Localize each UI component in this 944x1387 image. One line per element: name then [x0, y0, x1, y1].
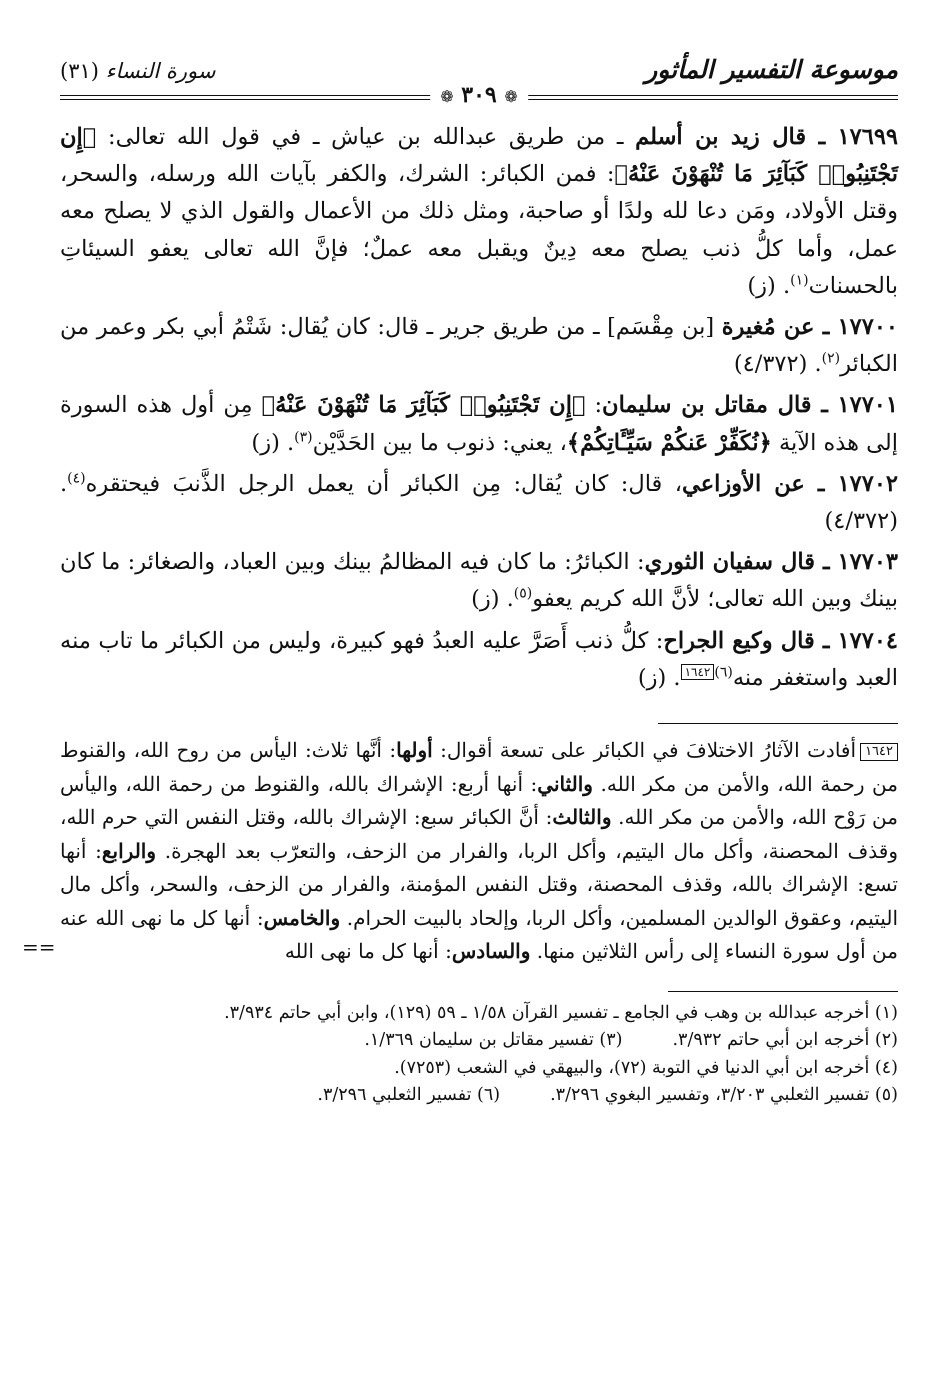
narrator-name: ١٧٧٠٢ ـ عن: [761, 470, 899, 497]
commentary-ref-box: ١٦٤٢: [681, 664, 715, 680]
narrator-name: أولها: [396, 738, 433, 763]
footnote-row: [60, 1055, 898, 1083]
footnote-item: (١) أخرجه عبدالله بن وهب في الجامع ـ تفسير القرآن ١/٥٨ ـ ٥٩ (١٢٩)، وابن أبي حاتم ٣/٩٣٤.: [224, 1002, 898, 1023]
narrator-name: زيد بن أسلم: [635, 124, 760, 150]
quran-verse: ﴿إِن تَجْتَنِبُوا۟ كَبَآئِرَ مَا تُنْهَوْنَ عَنْهُ﴾: [261, 392, 586, 419]
footnote-item: (٥) تفسير الثعلبي ٣/٢٠٣، وتفسير البغوي ٣/٢٩٦.: [550, 1085, 898, 1106]
commentary-note: [22, 734, 899, 969]
document-page: [22, 55, 899, 1110]
quran-verse: ﴿إِن تَجْتَنِبُوا۟ كَبَآئِرَ مَا تُنْهَوْنَ عَنْهُ﴾: [60, 124, 898, 188]
narration-entry: [60, 309, 898, 383]
footnote-item: (٣) تفسير مقاتل بن سليمان ١/٣٦٩.: [364, 1030, 623, 1051]
footnote-ref: (٤): [67, 470, 86, 487]
narrator-name: سفيان الثوري: [644, 549, 773, 576]
footnote-item: (٤) أخرجه ابن أبي الدنيا في التوبة (٧٢)، والبيهقي في الشعب (٧٢٥٣).: [394, 1057, 898, 1078]
narration-entry: [60, 119, 898, 305]
text-run: . (ز): [471, 586, 514, 613]
narrator-name: والسادس: [451, 939, 531, 964]
footnote-ref: (٦): [714, 664, 733, 681]
text-run: : أنَّ الكبائر سبع: الإشراك بالله، وقتل النفس التي حرم الله، وقذف المحصنة، وأكل مال اليتيم، وأكل الربا، والفرار من الزحف، والتعرّب بعد الهجرة.: [60, 805, 899, 863]
text-run: [بن مِقْسَم] ـ من طريق جرير ـ قال: كان يُقال: شَتْمُ أبي بكر وعمر من الكبائر: [60, 314, 898, 378]
narrator-name: والخامس: [263, 905, 341, 930]
ornament-icon: ❁: [440, 87, 454, 106]
narrator-name: ١٧٧٠١ ـ قال: [767, 392, 898, 419]
footnote-item: (٦) تفسير الثعلبي ٣/٢٩٦.: [317, 1085, 501, 1106]
text-run: ـ من طريق عبدالله بن عياش ـ في قول الله تعالى:: [96, 124, 636, 150]
footnote-row: [60, 1027, 898, 1055]
text-run: . (ز): [251, 429, 295, 456]
footnotes-separator: [668, 991, 898, 992]
footnote-row: [60, 1082, 898, 1110]
narrator-name: ١٧٧٠٤ ـ قال: [772, 627, 898, 654]
surah-reference: [60, 59, 216, 83]
page-header: [60, 55, 898, 108]
text-run: : أنَّها ثلاث: اليأس من روح الله، والقنوط من رحمة الله، والأمن من مكر الله.: [60, 738, 898, 796]
narrator-name: ١٧٧٠٠ ـ عن: [775, 314, 898, 341]
text-run: : فمن الكبائر: الشرك، والكفر بآيات الله ورسله، والسحر، وقتل الأولاد، ومَن دعا لله ولدًا أو صاحبة، ومثل ذلك من الأعمال والقول الذي لا يصلح معه عمل، وأما كلُّ ذنب يصلح معه دِينٌ ويقبل معه عملٌ؛ فإنَّ الله تعالى يعفو السيئاتِ بالحسنات: [60, 161, 898, 299]
text-run: . (ز): [637, 664, 681, 691]
footnote-ref: (٥): [513, 585, 533, 602]
text-run: أفادت الآثارُ الاختلافَ في الكبائر على تسعة أقوال:: [432, 738, 857, 763]
footnote-ref: (٣): [294, 429, 313, 446]
text-run: ، يعني: ذنوب ما بين الحَدَّيْن: [312, 429, 567, 456]
narration-entry: [60, 544, 898, 618]
commentary-separator: [658, 723, 898, 724]
narrator-name: والرابع: [101, 838, 157, 863]
text-run: : الكبائرُ: ما كان فيه المظالمُ بينك وبين العباد، والصغائر: ما كان بينك وبين الله تعالى؛ لأنَّ الله كريم يعفو: [60, 549, 898, 613]
commentary-number-box: ١٦٤٢: [860, 743, 898, 761]
narrator-name: الأوزاعي: [681, 470, 762, 497]
narrator-name: وكيع الجراح: [663, 627, 773, 654]
narrator-name: ١٧٧٠٣ ـ قال: [773, 549, 898, 576]
text-run: . (٤/٣٧٢): [60, 470, 898, 535]
narrator-name: مقاتل بن سليمان: [602, 392, 768, 419]
text-run: : أنها كل ما نهى الله عنه من أول سورة النساء إلى رأس الثلاثين منها.: [60, 905, 898, 964]
narrator-name: والثاني: [537, 771, 593, 796]
text-run: . (ز): [747, 272, 791, 299]
verse-number: (٣١): [60, 59, 99, 83]
surah-name: سورة النساء: [105, 59, 216, 83]
narration-entry: [60, 387, 898, 461]
page-number: ٣٠٩: [461, 82, 497, 108]
text-run: ، قال: كان يُقال: مِن الكبائر أن يعمل الرجل الذَّنبَ فيحتقره: [85, 470, 682, 497]
continuation-mark: ==: [22, 935, 56, 960]
text-run: مِن أول هذه السورة إلى هذه الآية: [60, 392, 898, 456]
footnotes-list: [60, 1000, 898, 1110]
text-run: . (٤/٣٧٢): [733, 351, 822, 378]
page-number-block: [430, 82, 528, 108]
text-run: : أنها تسع: الإشراك بالله، وقذف المحصنة، وقتل النفس المؤمنة، والفرار من الزحف، والسحر، وأكل مال اليتيم، وعقوق الوالدين المسلمين، وأكل الربا، وإلحاد بالبيت الحرام.: [60, 838, 898, 930]
narrator-name: والثالث: [552, 805, 612, 830]
ornament-icon: ❁: [504, 87, 518, 106]
narration-entry: [60, 466, 898, 540]
footnote-ref: (١): [790, 272, 809, 289]
text-run: : كلُّ ذنب أَصَرَّ عليه العبدُ فهو كبيرة، وليس من الكبائر ما تاب منه العبد واستغفر منه: [60, 627, 898, 691]
narrator-name: ١٧٦٩٩ ـ قال: [759, 124, 898, 150]
narration-entry: [60, 623, 898, 697]
text-run: : أنها أربع: الإشراك بالله، والقنوط من رحمة الله، واليأس من رَوْح الله، والأمن من مكر الله.: [60, 771, 898, 830]
book-title: موسوعة التفسير المأثور: [645, 55, 898, 84]
text-run: : أنها كل ما نهى الله: [284, 939, 452, 964]
footnote-ref: (٢): [821, 350, 841, 367]
footnote-item: (٢) أخرجه ابن أبي حاتم ٣/٩٣٢.: [672, 1030, 898, 1051]
narrations-list: [60, 119, 898, 697]
narrator-name: مُغيرة: [721, 314, 776, 341]
text-run: :: [585, 392, 603, 419]
quran-verse: ﴿نُكَفِّرْ عَنكُمْ سَيِّـَٔاتِكُمْ﴾: [566, 429, 772, 456]
footnote-row: [60, 1000, 898, 1028]
